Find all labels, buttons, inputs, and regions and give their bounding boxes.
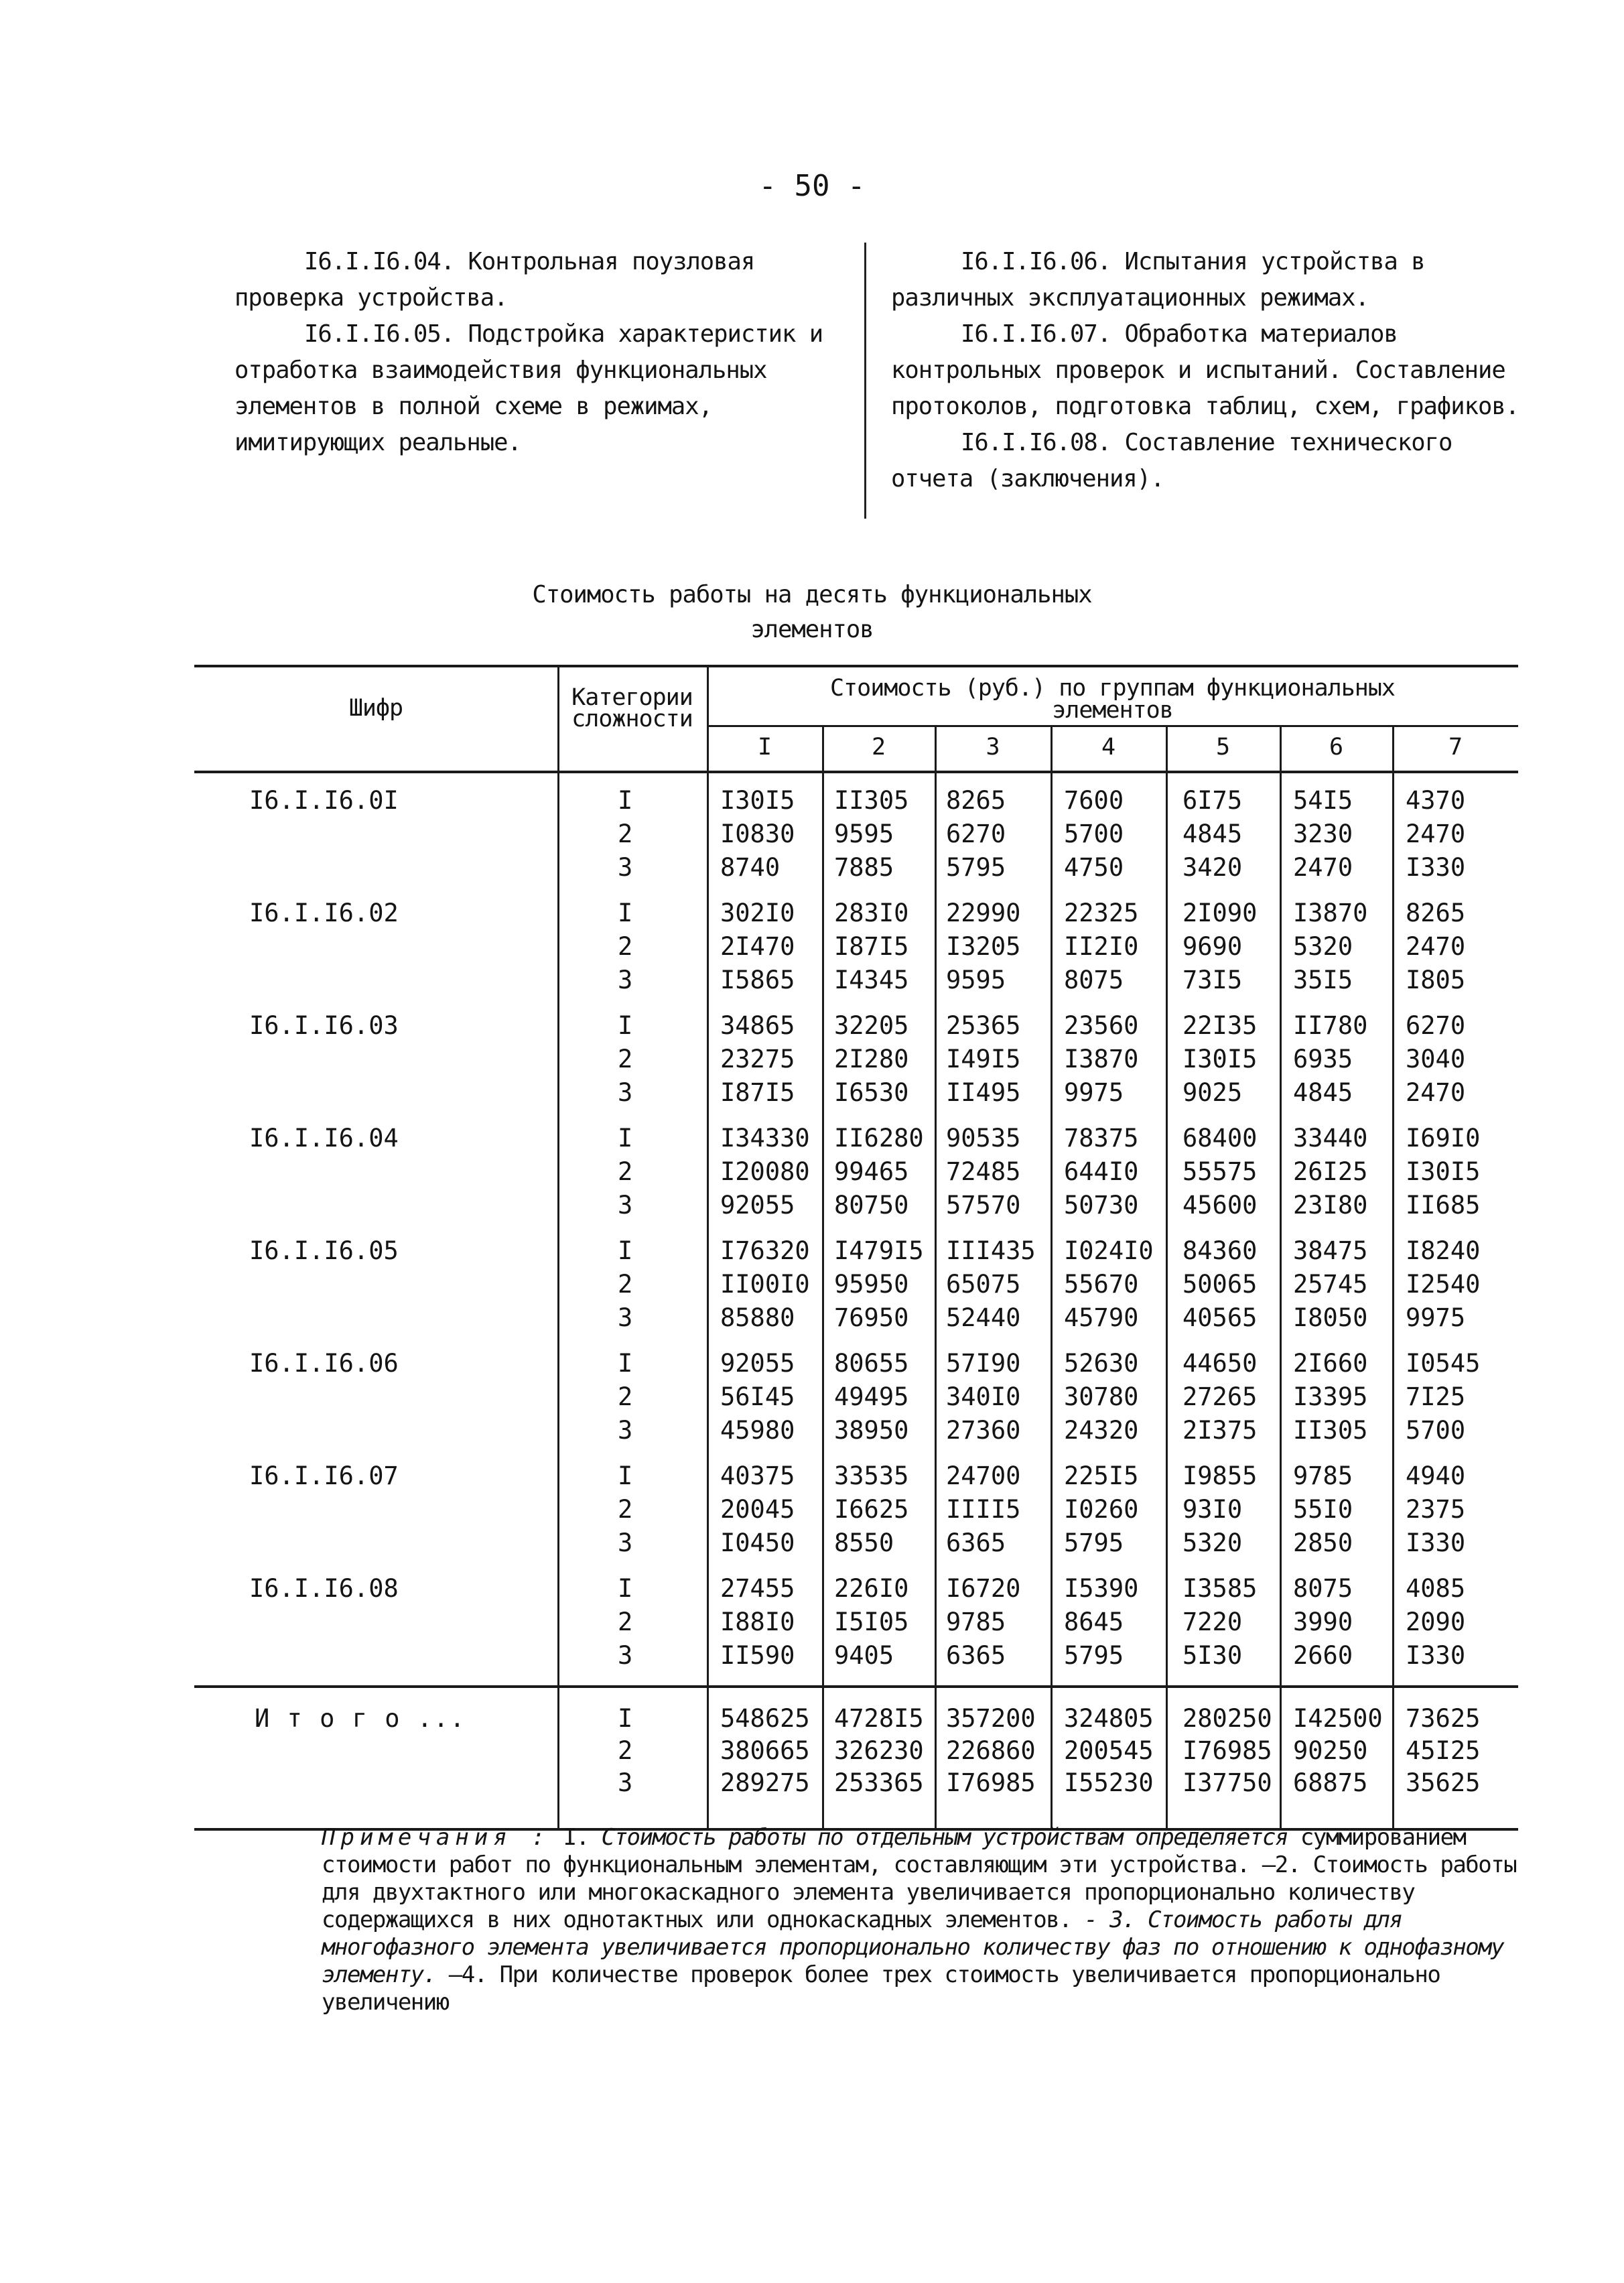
table-cell: 8645: [1064, 1608, 1124, 1636]
table-cell: I330: [1406, 1528, 1466, 1557]
total-cell: 226860: [946, 1736, 1036, 1765]
table-cell: II00I0: [720, 1270, 810, 1299]
table-cell: 27455: [720, 1574, 795, 1603]
table-cell: 4370: [1406, 786, 1466, 815]
table-cell: 2850: [1293, 1528, 1353, 1557]
table-cell: 4845: [1293, 1078, 1353, 1107]
category-header-line1: Категории: [571, 684, 693, 711]
table-cell: 2I660: [1293, 1349, 1368, 1378]
group-column-divider: [822, 725, 824, 1828]
table-cell: 80750: [834, 1191, 909, 1220]
table-cell: 40375: [720, 1461, 795, 1490]
category-cell: I: [618, 1574, 633, 1603]
table-cell: I3395: [1293, 1382, 1368, 1411]
table-cell: 5320: [1293, 932, 1353, 961]
category-cell: I: [618, 899, 633, 927]
table-cell: 27360: [946, 1416, 1021, 1445]
table-cell: 2375: [1406, 1495, 1466, 1524]
table-cell: I3205: [946, 932, 1021, 961]
table-cell: 7I25: [1406, 1382, 1466, 1411]
table-cell: I49I5: [946, 1045, 1021, 1073]
total-cell: I76985: [946, 1768, 1036, 1797]
category-cell: 3: [618, 966, 633, 994]
table-caption-line2: элементов: [750, 616, 874, 643]
total-cell: 280250: [1182, 1704, 1272, 1733]
table-cell: 4940: [1406, 1461, 1466, 1490]
table-cell: 34865: [720, 1011, 795, 1040]
table-cell: 2I280: [834, 1045, 909, 1073]
total-cell: 357200: [946, 1704, 1036, 1733]
category-cell: I: [618, 1461, 633, 1490]
total-separator-rule: [194, 1685, 1518, 1688]
table-cell: I6625: [834, 1495, 909, 1524]
table-cell: II685: [1406, 1191, 1481, 1220]
table-cell: 45790: [1064, 1303, 1139, 1332]
table-cell: 6365: [946, 1528, 1006, 1557]
table-cell: 9595: [834, 820, 894, 848]
table-cell: 52630: [1064, 1349, 1139, 1378]
category-cell: 3: [618, 1528, 633, 1557]
table-cell: 6935: [1293, 1045, 1353, 1073]
table-cell: 8075: [1293, 1574, 1353, 1603]
table-cell: 93I0: [1182, 1495, 1243, 1524]
group-column-divider: [1280, 725, 1282, 1828]
group-header-2: 2: [871, 734, 886, 761]
table-cell: 8265: [946, 786, 1006, 815]
table-cell: 5795: [1064, 1528, 1124, 1557]
table-cell: I20080: [720, 1157, 810, 1186]
table-cell: 24320: [1064, 1416, 1139, 1445]
row-code: I6.I.I6.0I: [249, 786, 399, 815]
table-top-rule: [194, 665, 1518, 667]
table-cell: 54I5: [1293, 786, 1353, 815]
table-cell: I479I5: [834, 1236, 924, 1265]
group-header-7: 7: [1448, 734, 1463, 761]
row-code: I6.I.I6.07: [249, 1461, 399, 1490]
group-header-5: 5: [1215, 734, 1230, 761]
total-cell: 4728I5: [834, 1704, 924, 1733]
total-cell: 73625: [1406, 1704, 1481, 1733]
total-cell: 324805: [1064, 1704, 1154, 1733]
page-number: - 50 -: [758, 169, 866, 203]
table-cell: 8075: [1064, 966, 1124, 994]
table-cell: 5I30: [1182, 1641, 1243, 1670]
table-cell: 68400: [1182, 1124, 1258, 1153]
group-header-rule: [707, 725, 1518, 727]
table-cell: 56I45: [720, 1382, 795, 1411]
row-code: I6.I.I6.05: [249, 1236, 399, 1265]
table-cell: 9690: [1182, 932, 1243, 961]
table-cell: 92055: [720, 1349, 795, 1378]
table-cell: 3420: [1182, 853, 1243, 882]
table-cell: 6270: [946, 820, 1006, 848]
table-cell: II780: [1293, 1011, 1368, 1040]
table-cell: 2470: [1293, 853, 1353, 882]
table-cell: I0450: [720, 1528, 795, 1557]
table-cell: 92055: [720, 1191, 795, 1220]
table-cell: 9975: [1064, 1078, 1124, 1107]
table-cell: 49495: [834, 1382, 909, 1411]
left-text-column: [234, 244, 832, 461]
table-cell: 9785: [946, 1608, 1006, 1636]
cost-header-line2: элементов: [1052, 697, 1173, 724]
table-cell: I805: [1406, 966, 1466, 994]
table-cell: 2470: [1406, 1078, 1466, 1107]
table-cell: 340I0: [946, 1382, 1021, 1411]
table-cell: 23560: [1064, 1011, 1139, 1040]
table-cell: I76320: [720, 1236, 810, 1265]
column-divider: [864, 243, 866, 519]
table-cell: 52440: [946, 1303, 1021, 1332]
table-cell: 3040: [1406, 1045, 1466, 1073]
table-cell: I330: [1406, 853, 1466, 882]
header-bottom-rule: [194, 771, 1518, 773]
table-cell: I0260: [1064, 1495, 1139, 1524]
table-cell: I87I5: [834, 932, 909, 961]
category-cell: 3: [618, 1078, 633, 1107]
table-cell: II305: [1293, 1416, 1368, 1445]
table-cell: 2I090: [1182, 899, 1258, 927]
group-header-3: 3: [986, 734, 1000, 761]
table-cell: 35I5: [1293, 966, 1353, 994]
table-cell: 2660: [1293, 1641, 1353, 1670]
note-3-text: - 3. Стоимость работы для многофазного элемента увеличивается пропорционально количеству фаз по отношению к однофазному элементу.: [322, 1906, 1504, 1988]
notes-label: Примечания :: [322, 1824, 551, 1851]
table-cell: 2470: [1406, 932, 1466, 961]
table-cell: 302I0: [720, 899, 795, 927]
table-cell: 20045: [720, 1495, 795, 1524]
table-cell: I0545: [1406, 1349, 1481, 1378]
table-cell: 2090: [1406, 1608, 1466, 1636]
table-cell: I8240: [1406, 1236, 1481, 1265]
table-cell: 3990: [1293, 1608, 1353, 1636]
category-cell: 3: [618, 1303, 633, 1332]
total-cell: 35625: [1406, 1768, 1481, 1797]
table-cell: 32205: [834, 1011, 909, 1040]
group-header-6: 6: [1329, 734, 1343, 761]
category-header-line2: сложности: [571, 706, 693, 732]
table-cell: 26I25: [1293, 1157, 1368, 1186]
table-cell: 6365: [946, 1641, 1006, 1670]
category-cost-divider: [707, 665, 709, 1828]
group-column-divider: [1051, 725, 1053, 1828]
table-cell: 84360: [1182, 1236, 1258, 1265]
category-cell: 2: [618, 1382, 633, 1411]
table-cell: I88I0: [720, 1608, 795, 1636]
total-cell: 45I25: [1406, 1736, 1481, 1765]
table-cell: 95950: [834, 1270, 909, 1299]
table-cell: I2540: [1406, 1270, 1481, 1299]
table-cell: I30I5: [1182, 1045, 1258, 1073]
table-cell: 8265: [1406, 899, 1466, 927]
table-cell: I330: [1406, 1641, 1466, 1670]
table-cell: II495: [946, 1078, 1021, 1107]
category-cell: 3: [618, 1641, 633, 1670]
table-cell: III435: [946, 1236, 1036, 1265]
category-cell: 3: [618, 853, 633, 882]
table-cell: 2I470: [720, 932, 795, 961]
table-cell: 45600: [1182, 1191, 1258, 1220]
table-cell: I8050: [1293, 1303, 1368, 1332]
row-code: I6.I.I6.04: [249, 1124, 399, 1153]
table-cell: 33440: [1293, 1124, 1368, 1153]
row-code: I6.I.I6.03: [249, 1011, 399, 1040]
table-cell: 22325: [1064, 899, 1139, 927]
right-text-column: [891, 244, 1521, 497]
table-cell: I0830: [720, 820, 795, 848]
code-category-divider: [557, 665, 559, 1828]
table-cell: I9855: [1182, 1461, 1258, 1490]
total-category-cell: 3: [618, 1768, 633, 1797]
table-cell: 72485: [946, 1157, 1021, 1186]
table-cell: I34330: [720, 1124, 810, 1153]
table-cell: IIII5: [946, 1495, 1021, 1524]
table-cell: I4345: [834, 966, 909, 994]
table-cell: 57570: [946, 1191, 1021, 1220]
table-cell: 9595: [946, 966, 1006, 994]
table-cell: 23I80: [1293, 1191, 1368, 1220]
table-cell: 5795: [1064, 1641, 1124, 1670]
category-cell: 3: [618, 1416, 633, 1445]
table-caption: Стоимость работы на десять функциональных: [532, 581, 1092, 608]
table-cell: 283I0: [834, 899, 909, 927]
cost-header-line1: Стоимость (руб.) по группам функциональных: [829, 675, 1395, 702]
table-cell: II6280: [834, 1124, 924, 1153]
table-cell: 7220: [1182, 1608, 1243, 1636]
group-column-divider: [935, 725, 937, 1828]
table-cell: 50730: [1064, 1191, 1139, 1220]
table-cell: I024I0: [1064, 1236, 1154, 1265]
table-cell: I69I0: [1406, 1124, 1481, 1153]
table-cell: 33535: [834, 1461, 909, 1490]
table-cell: 38950: [834, 1416, 909, 1445]
total-cell: 68875: [1293, 1768, 1368, 1797]
table-cell: 9975: [1406, 1303, 1466, 1332]
table-cell: II305: [834, 786, 909, 815]
paragraph-16-1-16-06: I6.I.I6.06. Испытания устройства в различных эксплуатационных режимах.: [891, 248, 1425, 312]
group-header-4: 4: [1101, 734, 1115, 761]
table-cell: 50065: [1182, 1270, 1258, 1299]
paragraph-16-1-16-07: I6.I.I6.07. Обработка материалов контрольных проверок и испытаний. Составление протоколов, подготовка таблиц, схем, графиков.: [891, 320, 1519, 420]
table-cell: 2I375: [1182, 1416, 1258, 1445]
table-cell: 76950: [834, 1303, 909, 1332]
table-cell: 5795: [946, 853, 1006, 882]
category-cell: I: [618, 1124, 633, 1153]
table-cell: 4845: [1182, 820, 1243, 848]
table-cell: I3870: [1064, 1045, 1139, 1073]
table-cell: I30I5: [1406, 1157, 1481, 1186]
category-cell: I: [618, 786, 633, 815]
table-cell: 25745: [1293, 1270, 1368, 1299]
table-cell: 80655: [834, 1349, 909, 1378]
note-1-italic: Стоимость работы по отдельным устройствам определяется: [601, 1824, 1288, 1851]
total-category-cell: I: [618, 1704, 633, 1733]
total-label: И т о г о ...: [255, 1704, 466, 1733]
total-cell: 326230: [834, 1736, 924, 1765]
category-cell: 2: [618, 1045, 633, 1073]
table-cell: 4085: [1406, 1574, 1466, 1603]
table-cell: 8550: [834, 1528, 894, 1557]
table-cell: 24700: [946, 1461, 1021, 1490]
note-1-text: суммированием стоимости работ по функциональным элементам, составляющим эти устройства.: [322, 1824, 1466, 1878]
table-cell: 27265: [1182, 1382, 1258, 1411]
total-category-cell: 2: [618, 1736, 633, 1765]
table-cell: 25365: [946, 1011, 1021, 1040]
table-cell: 22990: [946, 899, 1021, 927]
table-cell: I3870: [1293, 899, 1368, 927]
row-code: I6.I.I6.08: [249, 1574, 399, 1603]
category-cell: 2: [618, 820, 633, 848]
total-cell: 289275: [720, 1768, 810, 1797]
category-cell: 2: [618, 1495, 633, 1524]
total-cell: 548625: [720, 1704, 810, 1733]
table-cell: 2470: [1406, 820, 1466, 848]
table-cell: 57I90: [946, 1349, 1021, 1378]
table-cell: 225I5: [1064, 1461, 1139, 1490]
group-column-divider: [1166, 725, 1168, 1828]
table-cell: 9785: [1293, 1461, 1353, 1490]
table-cell: 9025: [1182, 1078, 1243, 1107]
total-cell: I76985: [1182, 1736, 1272, 1765]
table-cell: 30780: [1064, 1382, 1139, 1411]
table-cell: 6270: [1406, 1011, 1466, 1040]
table-cell: 38475: [1293, 1236, 1368, 1265]
table-cell: 226I0: [834, 1574, 909, 1603]
table-cell: I6720: [946, 1574, 1021, 1603]
note-1-number: I.: [563, 1824, 589, 1851]
table-cell: 78375: [1064, 1124, 1139, 1153]
note-4-text: –4. При количестве проверок более трех стоимость увеличивается пропорционально увеличению: [322, 1961, 1440, 2016]
table-notes: [322, 1824, 1528, 2016]
table-cell: 55I0: [1293, 1495, 1353, 1524]
row-code: I6.I.I6.06: [249, 1349, 399, 1378]
table-cell: 9405: [834, 1641, 894, 1670]
table-cell: I5I05: [834, 1608, 909, 1636]
category-cell: 2: [618, 1608, 633, 1636]
table-cell: 5320: [1182, 1528, 1243, 1557]
total-cell: I42500: [1293, 1704, 1383, 1733]
total-cell: 380665: [720, 1736, 810, 1765]
table-cell: 7600: [1064, 786, 1124, 815]
table-cell: 8740: [720, 853, 781, 882]
table-cell: I5865: [720, 966, 795, 994]
table-cell: 4750: [1064, 853, 1124, 882]
table-cell: 45980: [720, 1416, 795, 1445]
table-cell: 55670: [1064, 1270, 1139, 1299]
total-cell: 200545: [1064, 1736, 1154, 1765]
table-cell: 22I35: [1182, 1011, 1258, 1040]
category-cell: 3: [618, 1191, 633, 1220]
paragraph-16-1-16-04: I6.I.I6.04. Контрольная поузловая проверка устройства.: [234, 248, 755, 312]
table-cell: 7885: [834, 853, 894, 882]
table-cell: 73I5: [1182, 966, 1243, 994]
table-cell: 40565: [1182, 1303, 1258, 1332]
category-cell: 2: [618, 1270, 633, 1299]
table-cell: 85880: [720, 1303, 795, 1332]
table-cell: 6I75: [1182, 786, 1243, 815]
table-cell: II590: [720, 1641, 795, 1670]
group-header-1: I: [757, 734, 772, 761]
note-2-text: –2. Стоимость работы для двухтактного или многокаскадного элемента увеличивается пропорционально количеству содержащихся в них однотактных или однокаскадных элементов.: [322, 1851, 1517, 1933]
table-cell: 90535: [946, 1124, 1021, 1153]
total-cell: I55230: [1064, 1768, 1154, 1797]
table-cell: I87I5: [720, 1078, 795, 1107]
paragraph-16-1-16-08: I6.I.I6.08. Составление технического отчета (заключения).: [891, 429, 1452, 493]
table-cell: I30I5: [720, 786, 795, 815]
table-cell: 644I0: [1064, 1157, 1139, 1186]
table-cell: 99465: [834, 1157, 909, 1186]
paragraph-16-1-16-05: I6.I.I6.05. Подстройка характеристик и отработка взаимодействия функциональных элементов в полной схеме в режимах, имитирующих реальные.: [234, 320, 823, 456]
total-cell: 253365: [834, 1768, 924, 1797]
table-cell: 5700: [1064, 820, 1124, 848]
category-cell: 2: [618, 1157, 633, 1186]
total-cell: I37750: [1182, 1768, 1272, 1797]
code-header: Шифр: [348, 695, 403, 722]
table-cell: I6530: [834, 1078, 909, 1107]
table-cell: 5700: [1406, 1416, 1466, 1445]
table-cell: II2I0: [1064, 932, 1139, 961]
group-column-divider: [1392, 725, 1394, 1828]
category-cell: I: [618, 1236, 633, 1265]
table-cell: 3230: [1293, 820, 1353, 848]
table-cell: I3585: [1182, 1574, 1258, 1603]
row-code: I6.I.I6.02: [249, 899, 399, 927]
table-cell: 44650: [1182, 1349, 1258, 1378]
total-cell: 90250: [1293, 1736, 1368, 1765]
category-cell: 2: [618, 932, 633, 961]
table-cell: 55575: [1182, 1157, 1258, 1186]
category-cell: I: [618, 1011, 633, 1040]
table-cell: I5390: [1064, 1574, 1139, 1603]
table-cell: 23275: [720, 1045, 795, 1073]
category-cell: I: [618, 1349, 633, 1378]
table-cell: 65075: [946, 1270, 1021, 1299]
